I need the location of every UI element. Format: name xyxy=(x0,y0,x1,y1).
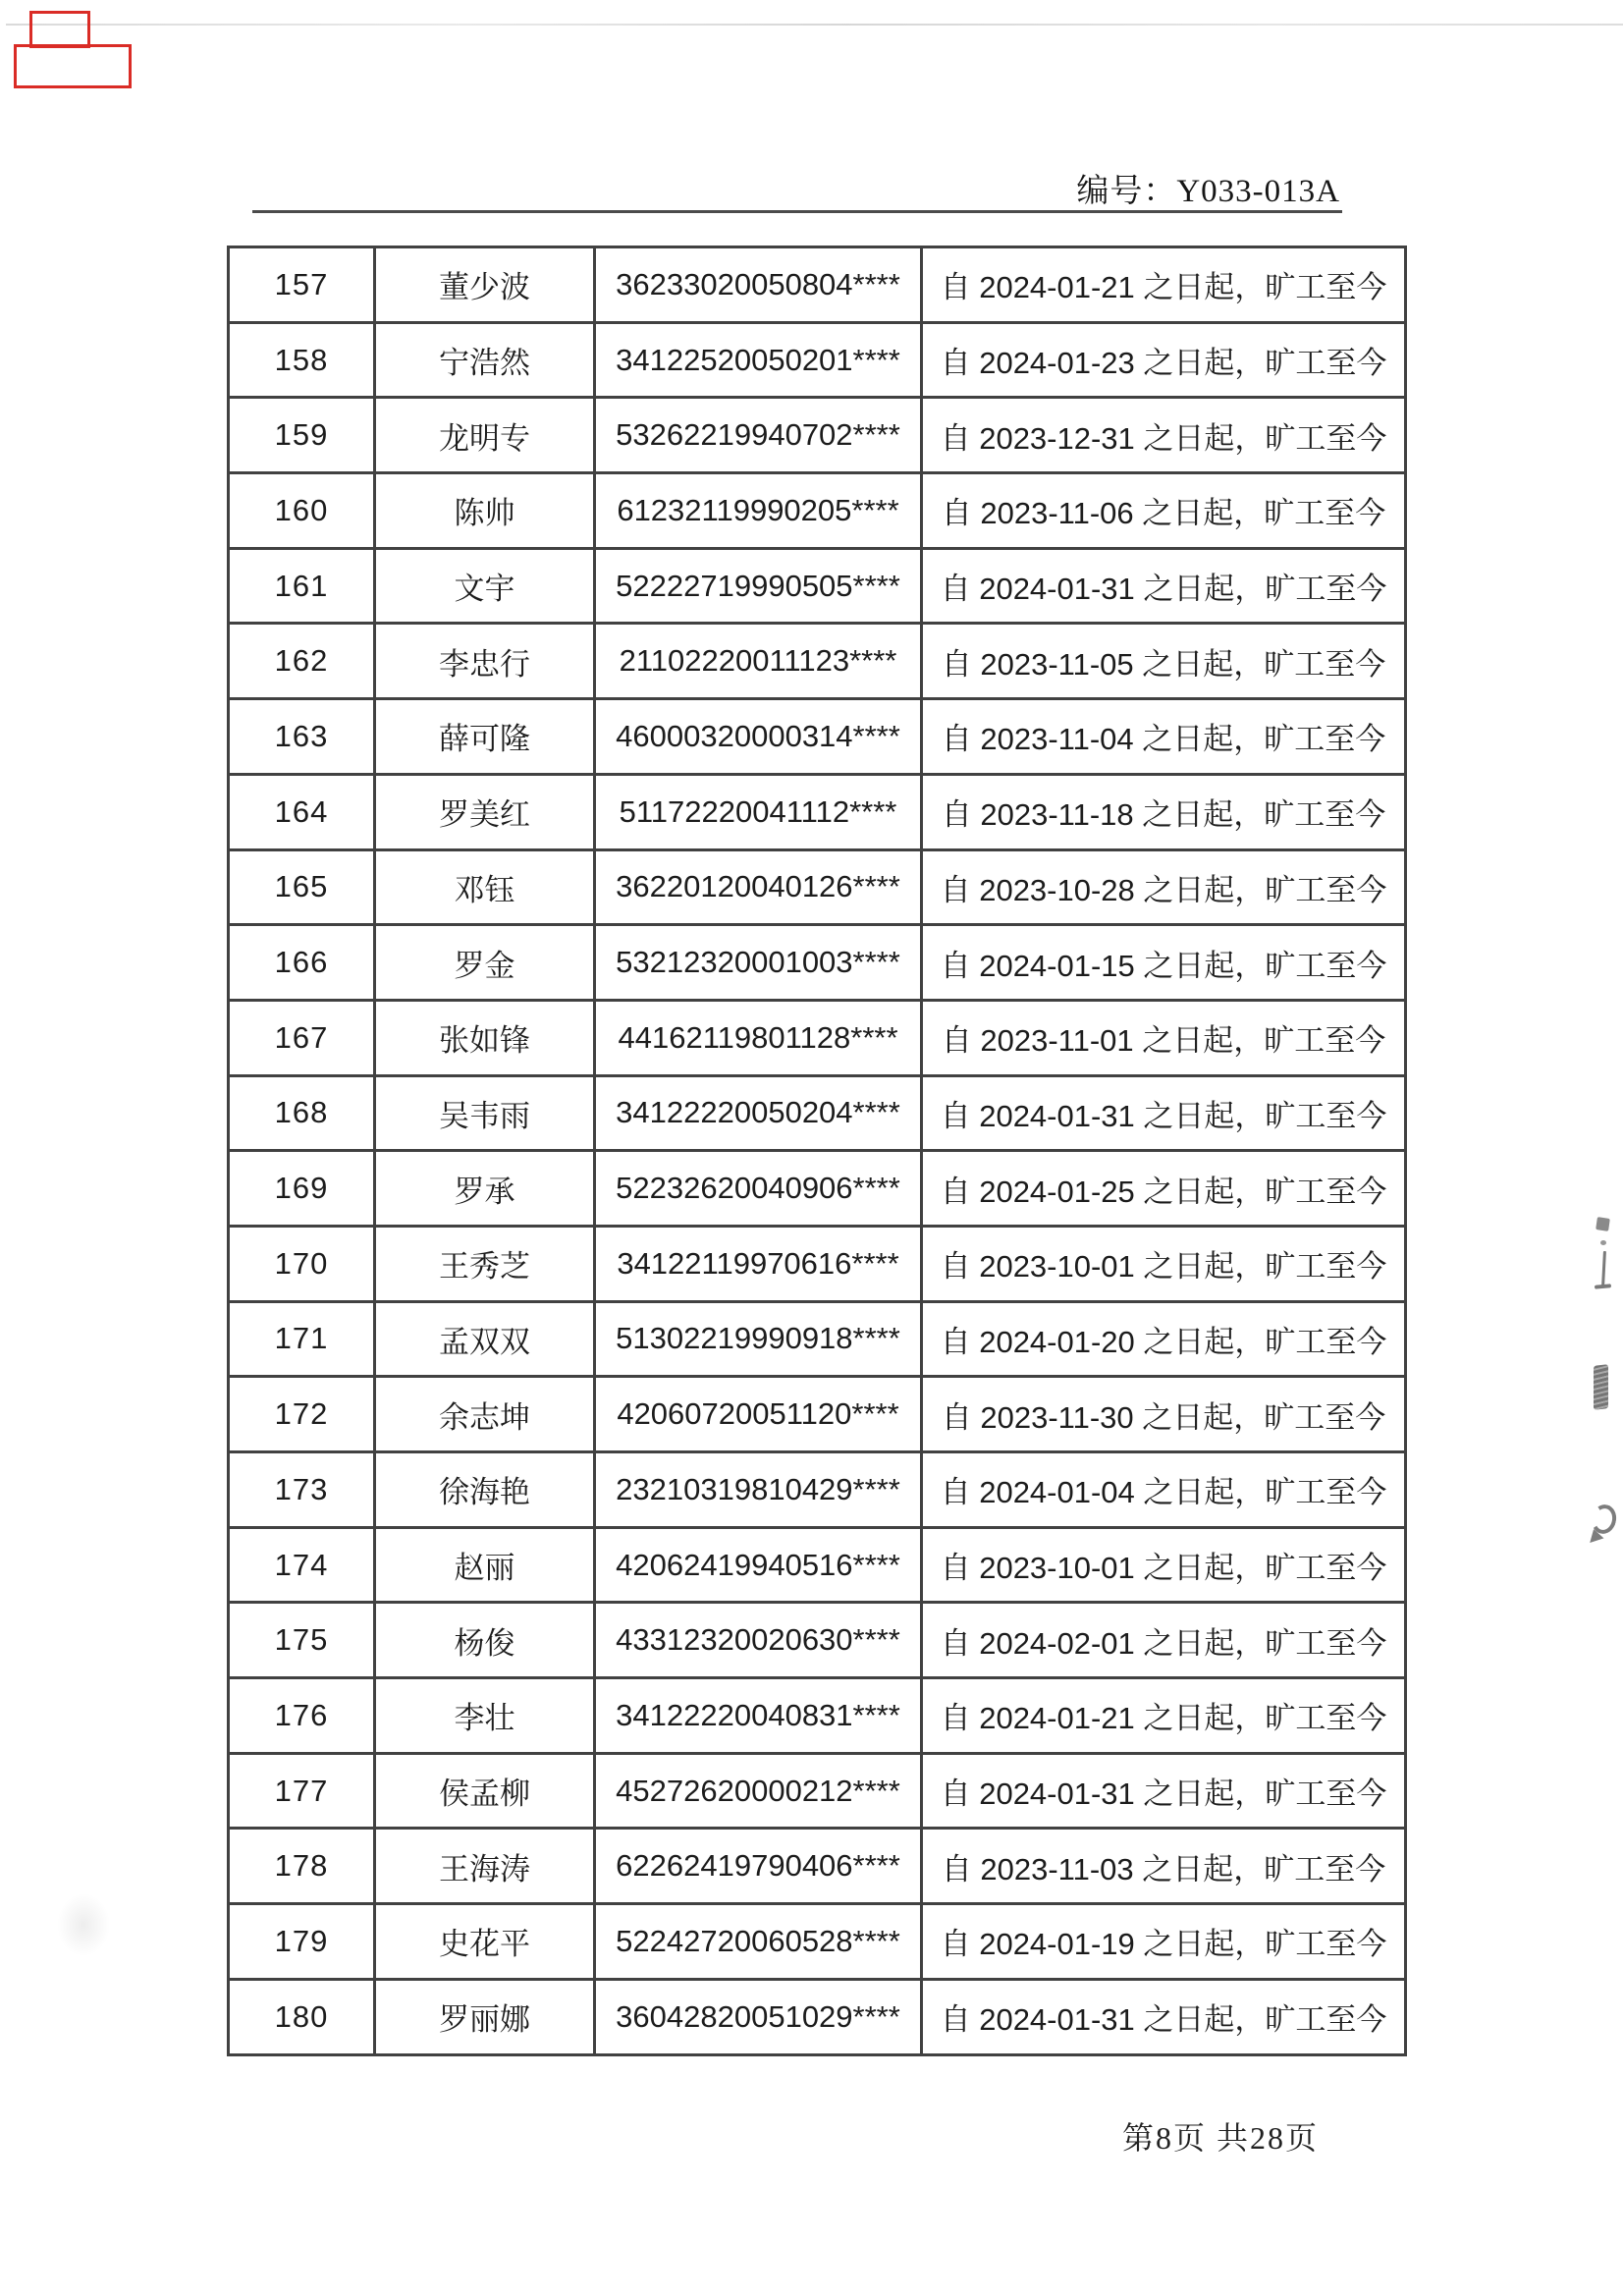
cell-id-number: 36233020050804**** xyxy=(595,247,922,323)
cell-employee-name: 龙明专 xyxy=(375,398,595,473)
cell-row-number: 177 xyxy=(229,1753,375,1829)
cell-id-number: 51172220041112**** xyxy=(595,774,922,849)
cell-id-number: 53262219940702**** xyxy=(595,398,922,473)
cell-row-number: 160 xyxy=(229,473,375,549)
cell-id-number: 46000320000314**** xyxy=(595,699,922,775)
cell-row-number: 178 xyxy=(229,1829,375,1904)
cell-employee-name: 董少波 xyxy=(375,247,595,323)
cell-row-number: 158 xyxy=(229,322,375,398)
cell-row-number: 174 xyxy=(229,1527,375,1603)
cell-employee-name: 文宇 xyxy=(375,548,595,624)
cell-employee-name: 邓钰 xyxy=(375,849,595,925)
cell-id-number: 42060720051120**** xyxy=(595,1377,922,1452)
cell-id-number: 44162119801128**** xyxy=(595,1000,922,1075)
cell-absence-status: 自 2023-11-04 之日起，旷工至今 xyxy=(922,699,1406,775)
scan-artifact-dot xyxy=(1600,1240,1606,1245)
cell-absence-status: 自 2023-11-30 之日起，旷工至今 xyxy=(922,1377,1406,1452)
cell-employee-name: 李壮 xyxy=(375,1678,595,1754)
cell-absence-status: 自 2024-02-01 之日起，旷工至今 xyxy=(922,1603,1406,1678)
cell-row-number: 166 xyxy=(229,925,375,1001)
cell-employee-name: 赵丽 xyxy=(375,1527,595,1603)
cell-row-number: 164 xyxy=(229,774,375,849)
cell-absence-status: 自 2024-01-15 之日起，旷工至今 xyxy=(922,925,1406,1001)
table-row xyxy=(229,322,1406,398)
cell-employee-name: 罗承 xyxy=(375,1151,595,1227)
scan-artifact-blob xyxy=(1596,1217,1610,1231)
cell-absence-status: 自 2024-01-23 之日起，旷工至今 xyxy=(922,322,1406,398)
cell-absence-status: 自 2024-01-20 之日起，旷工至今 xyxy=(922,1301,1406,1377)
scan-artifact-smudge xyxy=(57,1893,110,1956)
cell-employee-name: 王海涛 xyxy=(375,1829,595,1904)
table-row xyxy=(229,1678,1406,1754)
cell-absence-status: 自 2023-10-28 之日起，旷工至今 xyxy=(922,849,1406,925)
table-row xyxy=(229,849,1406,925)
cell-employee-name: 李忠行 xyxy=(375,624,595,699)
cell-absence-status: 自 2024-01-19 之日起，旷工至今 xyxy=(922,1904,1406,1980)
table-row xyxy=(229,398,1406,473)
cell-id-number: 34122220040831**** xyxy=(595,1678,922,1754)
cell-id-number: 23210319810429**** xyxy=(595,1452,922,1528)
cell-absence-status: 自 2024-01-25 之日起，旷工至今 xyxy=(922,1151,1406,1227)
table-row xyxy=(229,699,1406,775)
table-row xyxy=(229,1904,1406,1980)
doc-number: 编号：Y033-013A xyxy=(1076,174,1340,209)
scan-artifact-squiggle xyxy=(1594,1364,1608,1410)
cell-id-number: 34122520050201**** xyxy=(595,322,922,398)
cell-row-number: 163 xyxy=(229,699,375,775)
table-row xyxy=(229,548,1406,624)
cell-id-number: 43312320020630**** xyxy=(595,1603,922,1678)
cell-row-number: 175 xyxy=(229,1603,375,1678)
table-row xyxy=(229,1452,1406,1528)
cell-absence-status: 自 2024-01-21 之日起，旷工至今 xyxy=(922,1678,1406,1754)
cell-row-number: 169 xyxy=(229,1151,375,1227)
cell-id-number: 21102220011123**** xyxy=(595,624,922,699)
scan-artifact-stroke-base xyxy=(1595,1284,1611,1288)
cell-employee-name: 陈帅 xyxy=(375,473,595,549)
cell-row-number: 176 xyxy=(229,1678,375,1754)
cell-id-number: 62262419790406**** xyxy=(595,1829,922,1904)
cell-row-number: 167 xyxy=(229,1000,375,1075)
cell-absence-status: 自 2023-11-03 之日起，旷工至今 xyxy=(922,1829,1406,1904)
table-row xyxy=(229,624,1406,699)
cell-employee-name: 史花平 xyxy=(375,1904,595,1980)
table-row xyxy=(229,1979,1406,2054)
cell-row-number: 172 xyxy=(229,1377,375,1452)
table-row xyxy=(229,1603,1406,1678)
table-row xyxy=(229,774,1406,849)
red-annotation-box-bottom xyxy=(14,44,132,88)
cell-employee-name: 孟双双 xyxy=(375,1301,595,1377)
cell-employee-name: 徐海艳 xyxy=(375,1452,595,1528)
cell-absence-status: 自 2023-12-31 之日起，旷工至今 xyxy=(922,398,1406,473)
cell-id-number: 34122119970616**** xyxy=(595,1226,922,1301)
cell-absence-status: 自 2023-11-01 之日起，旷工至今 xyxy=(922,1000,1406,1075)
cell-employee-name: 侯孟柳 xyxy=(375,1753,595,1829)
cell-row-number: 179 xyxy=(229,1904,375,1980)
scan-line-artifact xyxy=(6,24,1623,26)
cell-absence-status: 自 2023-10-01 之日起，旷工至今 xyxy=(922,1527,1406,1603)
scan-artifact-stroke xyxy=(1601,1251,1606,1286)
cell-id-number: 52232620040906**** xyxy=(595,1151,922,1227)
cell-employee-name: 罗美红 xyxy=(375,774,595,849)
red-annotation-box-top xyxy=(29,11,90,48)
cell-id-number: 36042820051029**** xyxy=(595,1979,922,2054)
cell-absence-status: 自 2024-01-31 之日起，旷工至今 xyxy=(922,1753,1406,1829)
page-footer: 第8页 共28页 xyxy=(1122,2120,1320,2156)
cell-id-number: 45272620000212**** xyxy=(595,1753,922,1829)
header-rule xyxy=(252,210,1342,213)
cell-employee-name: 余志坤 xyxy=(375,1377,595,1452)
cell-id-number: 52222719990505**** xyxy=(595,548,922,624)
table-row xyxy=(229,1753,1406,1829)
cell-absence-status: 自 2023-11-05 之日起，旷工至今 xyxy=(922,624,1406,699)
cell-absence-status: 自 2023-11-18 之日起，旷工至今 xyxy=(922,774,1406,849)
table-row xyxy=(229,1377,1406,1452)
table-row xyxy=(229,1527,1406,1603)
cell-employee-name: 薛可隆 xyxy=(375,699,595,775)
table-row xyxy=(229,1151,1406,1227)
table-row xyxy=(229,1829,1406,1904)
cell-id-number: 52242720060528**** xyxy=(595,1904,922,1980)
table-row xyxy=(229,1000,1406,1075)
cell-employee-name: 王秀芝 xyxy=(375,1226,595,1301)
table-row xyxy=(229,1301,1406,1377)
table-row xyxy=(229,1075,1406,1151)
cell-employee-name: 宁浩然 xyxy=(375,322,595,398)
cell-absence-status: 自 2024-01-31 之日起，旷工至今 xyxy=(922,1075,1406,1151)
cell-employee-name: 罗丽娜 xyxy=(375,1979,595,2054)
cell-id-number: 36220120040126**** xyxy=(595,849,922,925)
cell-employee-name: 张如锋 xyxy=(375,1000,595,1075)
table-row xyxy=(229,473,1406,549)
cell-id-number: 53212320001003**** xyxy=(595,925,922,1001)
cell-absence-status: 自 2023-10-01 之日起，旷工至今 xyxy=(922,1226,1406,1301)
cell-row-number: 159 xyxy=(229,398,375,473)
cell-id-number: 51302219990918**** xyxy=(595,1301,922,1377)
cell-row-number: 173 xyxy=(229,1452,375,1528)
absence-roster-table xyxy=(227,246,1407,2056)
cell-absence-status: 自 2024-01-04 之日起，旷工至今 xyxy=(922,1452,1406,1528)
cell-row-number: 157 xyxy=(229,247,375,323)
table-row xyxy=(229,1226,1406,1301)
cell-absence-status: 自 2023-11-06 之日起，旷工至今 xyxy=(922,473,1406,549)
cell-id-number: 34122220050204**** xyxy=(595,1075,922,1151)
cell-employee-name: 罗金 xyxy=(375,925,595,1001)
cell-row-number: 170 xyxy=(229,1226,375,1301)
table-row xyxy=(229,925,1406,1001)
cell-absence-status: 自 2024-01-31 之日起，旷工至今 xyxy=(922,1979,1406,2054)
cell-row-number: 180 xyxy=(229,1979,375,2054)
table-row xyxy=(229,247,1406,323)
cell-row-number: 168 xyxy=(229,1075,375,1151)
cell-row-number: 165 xyxy=(229,849,375,925)
cell-employee-name: 杨俊 xyxy=(375,1603,595,1678)
cell-id-number: 61232119990205**** xyxy=(595,473,922,549)
cell-row-number: 171 xyxy=(229,1301,375,1377)
cell-row-number: 161 xyxy=(229,548,375,624)
cell-employee-name: 吴韦雨 xyxy=(375,1075,595,1151)
cell-row-number: 162 xyxy=(229,624,375,699)
cell-id-number: 42062419940516**** xyxy=(595,1527,922,1603)
cell-absence-status: 自 2024-01-21 之日起，旷工至今 xyxy=(922,247,1406,323)
table-body xyxy=(229,247,1406,2055)
cell-absence-status: 自 2024-01-31 之日起，旷工至今 xyxy=(922,548,1406,624)
scan-artifact-wedge xyxy=(1587,1527,1604,1543)
